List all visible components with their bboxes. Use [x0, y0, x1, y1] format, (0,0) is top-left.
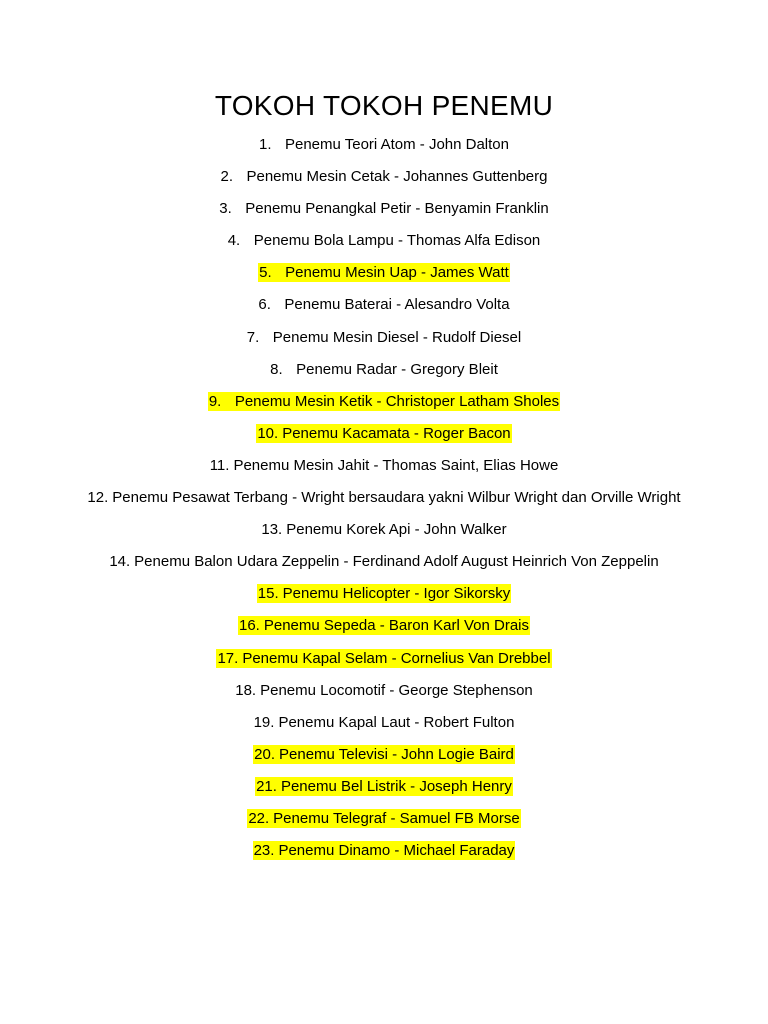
item-text: Penemu Mesin Cetak - Johannes Guttenberg [246, 168, 548, 186]
list-item [84, 583, 684, 606]
item-number: 22. [248, 809, 270, 827]
item-number: 4. [227, 232, 241, 250]
list-item [84, 198, 684, 221]
list-item-content [257, 584, 511, 603]
list-item [84, 359, 684, 382]
item-text: Penemu Mesin Ketik - Christoper Latham Sholes [234, 392, 560, 410]
list-item-content [208, 392, 560, 411]
item-text: Penemu Televisi - John Logie Baird [279, 745, 514, 763]
item-text: Penemu Helicopter - Igor Sikorsky [282, 585, 511, 603]
item-text: Penemu Pesawat Terbang - Wright bersaudara yakni Wilbur Wright dan Orville Wright [112, 489, 681, 507]
list-item [84, 166, 684, 189]
item-number: 15. [257, 585, 279, 603]
list-item [84, 519, 684, 542]
list-item-content [253, 713, 516, 732]
item-number: 19. [253, 713, 275, 731]
list-item [84, 262, 684, 285]
item-text: Penemu Radar - Gregory Bleit [296, 360, 498, 378]
item-number: 3. [219, 200, 232, 218]
list-item-content [257, 295, 510, 314]
list-item-content [227, 231, 542, 250]
item-text: Penemu Sepeda - Baron Karl Von Drais [263, 617, 529, 635]
item-text: Penemu Telegraf - Samuel FB Morse [273, 809, 520, 827]
list-item-content [234, 681, 534, 700]
item-text: Penemu Dinamo - Michael Faraday [278, 842, 515, 860]
item-text: Penemu Mesin Diesel - Rudolf Diesel [272, 328, 522, 346]
list-item [84, 808, 684, 831]
list-item-content [216, 649, 551, 668]
item-number: 1. [258, 136, 272, 153]
item-text: Penemu Kapal Laut - Robert Fulton [278, 713, 515, 731]
item-number: 11. [209, 456, 230, 474]
list-item-content [253, 841, 516, 860]
list-item [84, 327, 684, 350]
item-text: Penemu Locomotif - George Stephenson [260, 681, 533, 699]
list-item-content [258, 263, 510, 282]
inventor-list [84, 134, 684, 872]
list-item-content [269, 360, 499, 379]
item-number: 2. [220, 168, 233, 186]
item-text: Penemu Kacamata - Roger Bacon [282, 424, 511, 442]
list-item [84, 840, 684, 863]
item-number: 20. [254, 745, 275, 763]
list-item-content [247, 809, 520, 828]
item-text: Penemu Balon Udara Zeppelin - Ferdinand Adolf August Heinrich Von Zeppelin [134, 553, 659, 571]
list-item [84, 776, 684, 799]
list-item-content [86, 488, 681, 507]
item-number: 7. [246, 328, 260, 346]
list-item [84, 230, 684, 253]
item-number: 14. [109, 553, 131, 571]
item-text: Penemu Mesin Uap - James Watt [285, 264, 509, 282]
item-number: 6. [258, 296, 271, 314]
list-item [84, 423, 684, 446]
list-item-content [260, 520, 507, 539]
item-number: 18. [235, 681, 257, 699]
list-item [84, 615, 684, 638]
list-item-content [256, 424, 511, 443]
list-item-content [253, 745, 515, 764]
item-text: Penemu Bola Lampu - Thomas Alfa Edison [253, 232, 541, 250]
list-item [84, 680, 684, 703]
list-item [84, 455, 684, 478]
list-item [84, 134, 684, 157]
item-text: Penemu Teori Atom - John Dalton [284, 136, 509, 153]
list-item [84, 391, 684, 414]
list-item-content [218, 199, 550, 218]
item-number: 10. [257, 424, 279, 442]
item-number: 12. [87, 489, 109, 507]
list-item-content [246, 328, 522, 347]
list-item [84, 648, 684, 671]
list-item-content [209, 456, 560, 475]
item-number: 13. [261, 521, 283, 539]
item-number: 5. [259, 264, 272, 282]
list-item-content [255, 777, 513, 796]
list-item [84, 294, 684, 317]
item-number: 23. [253, 842, 275, 860]
item-number: 8. [270, 360, 283, 378]
item-text: Penemu Bel Listrik - Joseph Henry [280, 777, 512, 795]
list-item [84, 744, 684, 767]
list-item-content [258, 135, 510, 154]
item-number: 21. [256, 777, 277, 795]
list-item-content [108, 552, 659, 571]
item-number: 17. [217, 649, 239, 667]
list-item-content [219, 167, 548, 186]
list-item [84, 487, 684, 510]
item-text: Penemu Penangkal Petir - Benyamin Franklin [245, 200, 549, 218]
list-item [84, 712, 684, 735]
item-number: 16. [238, 617, 260, 635]
item-text: Penemu Kapal Selam - Cornelius Van Drebbel [242, 649, 551, 667]
item-text: Penemu Korek Api - John Walker [286, 521, 507, 539]
item-text: Penemu Mesin Jahit - Thomas Saint, Elias Howe [233, 456, 559, 474]
list-item-content [238, 616, 530, 635]
page-title: TOKOH TOKOH PENEMU [214, 90, 554, 121]
item-number: 9. [208, 392, 222, 410]
item-text: Penemu Baterai - Alesandro Volta [284, 296, 510, 314]
list-item [84, 551, 684, 574]
